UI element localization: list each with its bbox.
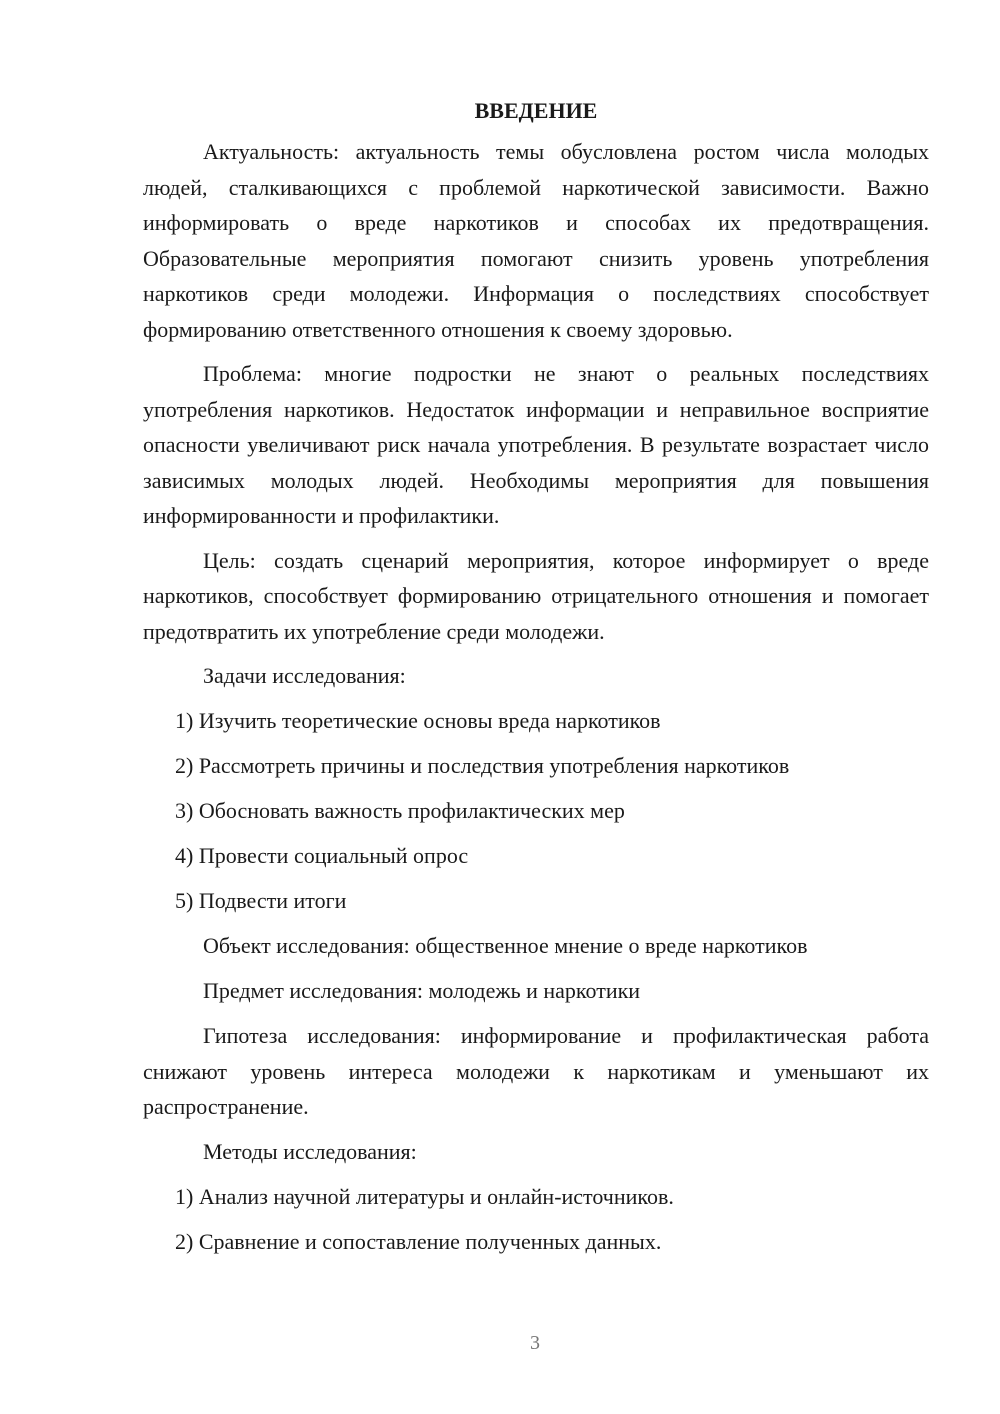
methods-heading: Методы исследования:	[203, 1138, 417, 1164]
tasks-list	[143, 703, 929, 919]
list-item: 1) Изучить теоретические основы вреда наркотиков	[175, 708, 661, 733]
page-number: 3	[530, 1332, 540, 1354]
list-item: 5) Подвести итоги	[175, 888, 347, 913]
subject-line: Предмет исследования: молодежь и наркотики	[203, 978, 641, 1003]
tasks-heading: Задачи исследования:	[203, 663, 406, 688]
list-item: 3) Обосновать важность профилактических мер	[175, 798, 625, 823]
list-item: 4) Провести социальный опрос	[175, 843, 469, 868]
relevance-paragraph: Актуальность: актуальность темы обусловлена ростом числа молодых людей, сталкивающихся с проблемой наркотической зависимости. Важно информировать о вреде наркотиков и способах их предотвращения. Образовательные мероприятия помогают снизить уровень употребления наркотиков среди молодежи. Информация о последствиях способствует формированию ответственного отношения к своему здоровью.	[143, 139, 929, 342]
goal-paragraph: Цель: создать сценарий мероприятия, которое информирует о вреде наркотиков, способствует формированию отрицательного отношения и помогает предотвратить их употребление среди молодежи.	[143, 547, 929, 644]
list-item: 2) Рассмотреть причины и последствия употребления наркотиков	[175, 753, 790, 778]
list-item: 2) Сравнение и сопоставление полученных данных.	[175, 1228, 662, 1254]
hypothesis-paragraph: Гипотеза исследования: информирование и профилактическая работа снижают уровень интереса молодежи к наркотикам и уменьшают их распространение.	[143, 1023, 929, 1119]
document-body	[143, 96, 929, 1269]
methods-list	[143, 1179, 929, 1260]
list-item: 1) Анализ научной литературы и онлайн-источников.	[175, 1183, 674, 1209]
object-line: Объект исследования: общественное мнение о вреде наркотиков	[203, 933, 808, 958]
page-title: ВВЕДЕНИЕ	[474, 98, 598, 123]
problem-paragraph: Проблема: многие подростки не знают о реальных последствиях употребления наркотиков. Недостаток информации и неправильное восприятие опасности увеличивают риск начала употребления. В результате возрастает число зависимых молодых людей. Необходимы мероприятия для повышения информированности и профилактики.	[143, 361, 929, 528]
